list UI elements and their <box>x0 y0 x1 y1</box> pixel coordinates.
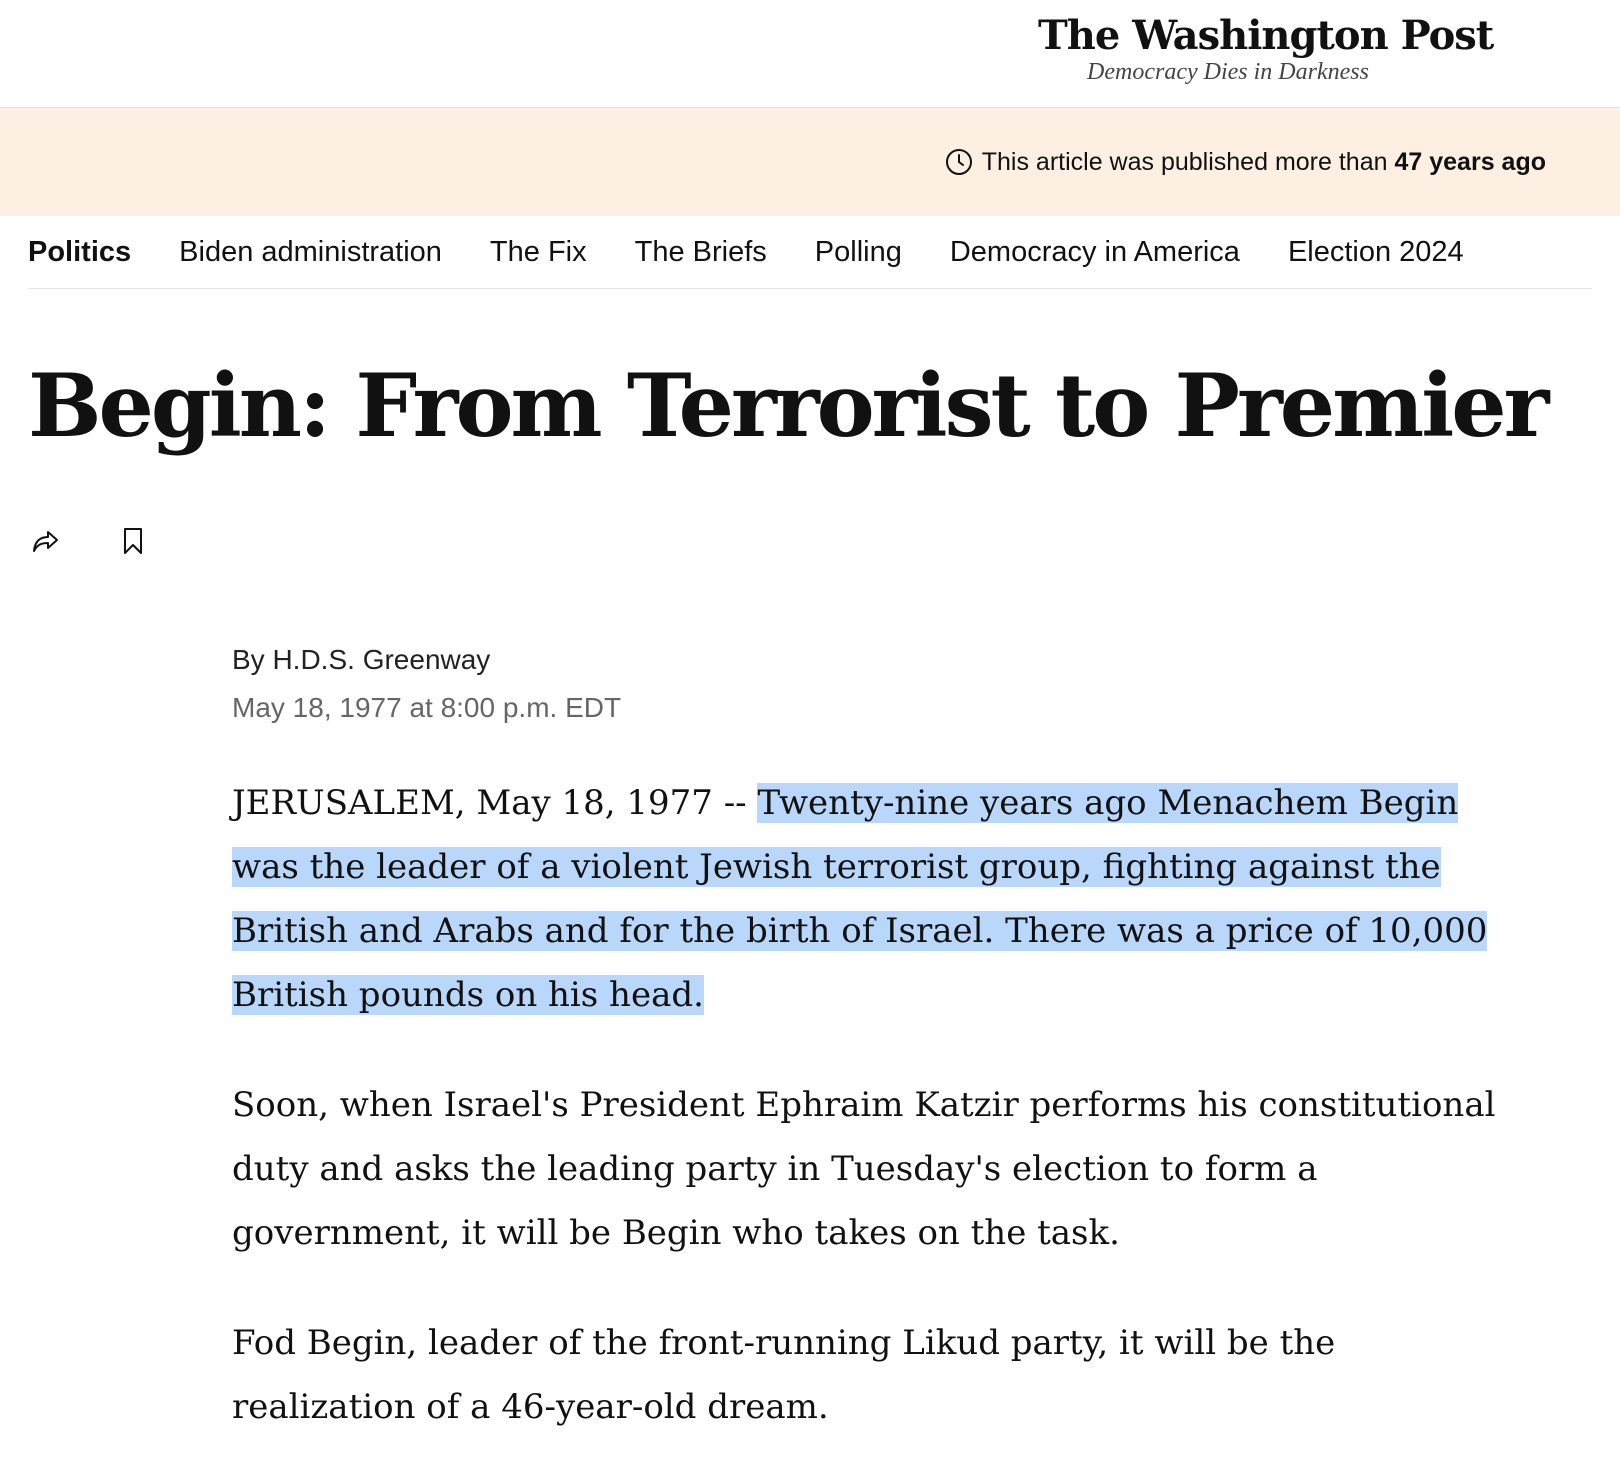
selected-text: Twenty-nine years ago Menachem Begin was the leader of a violent Jewish terrorist group, fighting against the British and Arabs and for the birth of Israel. There was a price of 10,000 British pounds on his head. <box>232 783 1488 1015</box>
save-button[interactable] <box>116 524 150 558</box>
share-button[interactable] <box>28 524 62 558</box>
article-age-banner <box>0 108 1620 216</box>
paragraph: Fod Begin, leader of the front-running Likud party, it will be the realization of a 46-year-old dream. <box>232 1323 1336 1427</box>
byline[interactable]: By H.D.S. Greenway <box>232 644 491 675</box>
bookmark-icon <box>120 526 146 556</box>
nav-item-the-fix[interactable]: The Fix <box>489 235 587 268</box>
nav-item-biden-administration[interactable]: Biden administration <box>179 235 442 268</box>
share-icon <box>30 526 60 556</box>
byline-block <box>232 643 1620 725</box>
clock-icon <box>944 147 974 177</box>
age-banner-text: This article was published more than <box>981 147 1388 176</box>
article-headline: Begin: From Terrorist to Premier <box>28 354 1547 457</box>
nav-item-polling[interactable]: Polling <box>814 235 902 268</box>
article-actions <box>28 521 1620 561</box>
logo-title: The Washington Post <box>1038 12 1494 59</box>
paragraph: Soon, when Israel's President Ephraim Katzir performs his constitutional duty and asks the leading party in Tuesday's election to form a government, it will be Begin who takes on the task. <box>232 1085 1496 1253</box>
age-banner-age: 47 years ago <box>1394 147 1546 176</box>
nav-item-democracy-in-america[interactable]: Democracy in America <box>949 235 1240 268</box>
publish-timestamp: May 18, 1977 at 8:00 p.m. EDT <box>232 692 622 723</box>
nav-item-the-briefs[interactable]: The Briefs <box>634 235 767 268</box>
masthead <box>0 0 1620 108</box>
paragraph <box>232 771 1522 1027</box>
nav-item-election-2024[interactable]: Election 2024 <box>1287 235 1464 268</box>
paragraph-dateline: JERUSALEM, May 18, 1977 -- <box>232 783 758 823</box>
nav-item-politics[interactable]: Politics <box>28 235 132 268</box>
washington-post-logo[interactable] <box>1038 8 1494 85</box>
logo-tagline: Democracy Dies in Darkness <box>1087 59 1369 85</box>
section-nav <box>28 216 1592 289</box>
article-body <box>232 771 1522 1439</box>
